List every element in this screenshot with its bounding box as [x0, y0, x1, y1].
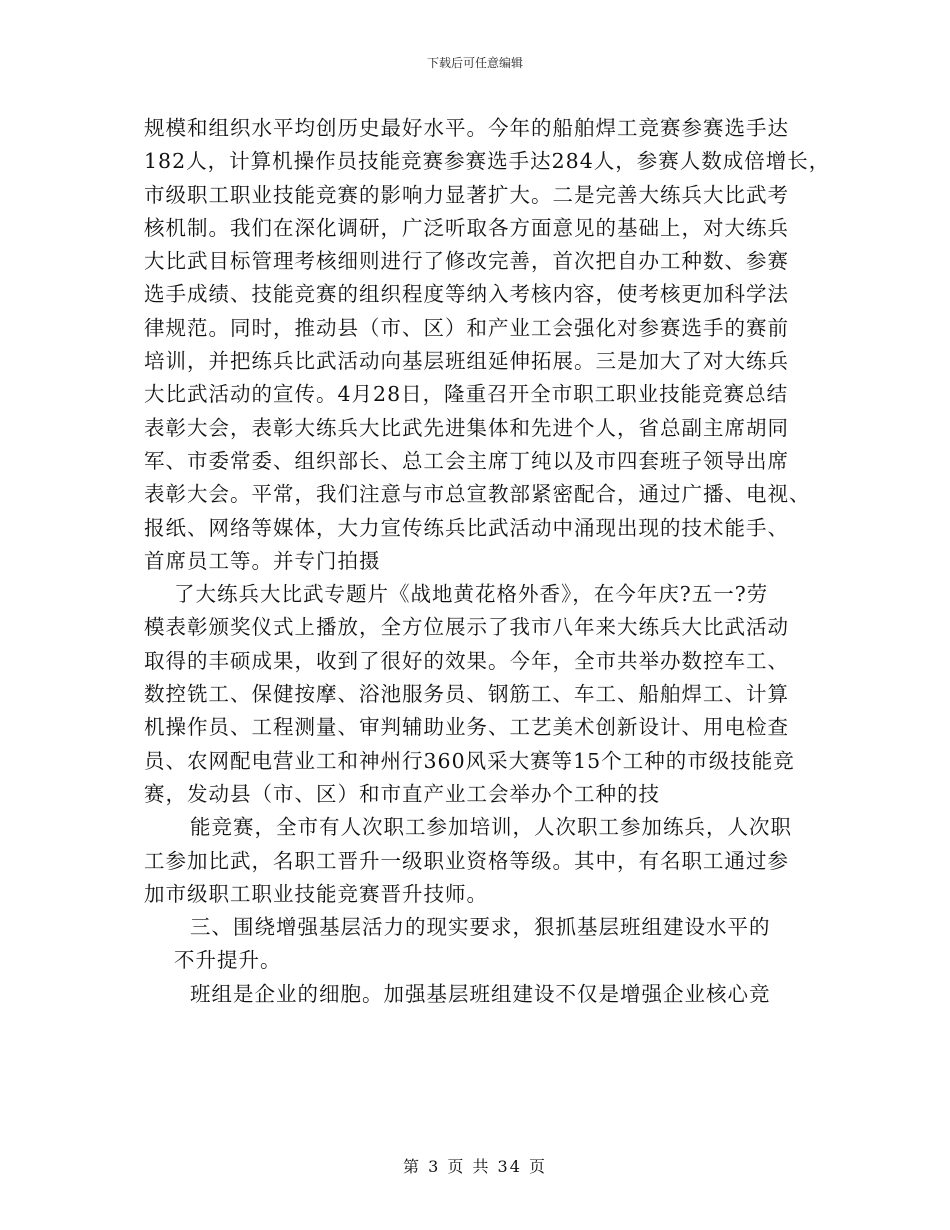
text-line: 市级职工职业技能竞赛的影响力显著扩大。二是完善大练兵大比武考: [144, 182, 789, 207]
text-line: 班组是企业的细胞。加强基层班组建设不仅是增强企业核心竞: [190, 981, 771, 1006]
text-line: 模表彰颁奖仪式上播放，全方位展示了我市八年来大练兵大比武活动: [144, 615, 789, 640]
section-heading: 三、围绕增强基层活力的现实要求，狠抓基层班组建设水平的: [190, 915, 771, 940]
text-line: 工参加比武，名职工晋升一级职业资格等级。其中，有名职工通过参: [144, 848, 789, 873]
text-line: 律规范。同时，推动县（市、区）和产业工会强化对参赛选手的赛前: [144, 315, 789, 340]
text-line: 大比武活动的宣传。4月28日，隆重召开全市职工职业技能竞赛总结: [144, 382, 789, 407]
text-line: 规模和组织水平均创历史最好水平。今年的船舶焊工竞赛参赛选手达: [144, 116, 789, 140]
text-line: 取得的丰硕成果，收到了很好的效果。今年，全市共举办数控车工、: [144, 648, 789, 673]
text-line: 员、农网配电营业工和神州行360风采大赛等15个工种的市级技能竞: [144, 748, 795, 773]
text-line: 机操作员、工程测量、审判辅助业务、工艺美术创新设计、用电检查: [144, 715, 789, 740]
text-line: 首席员工等。并专门拍摄: [144, 548, 381, 573]
text-line: 赛，发动县（市、区）和市直产业工会举办个工种的技: [144, 781, 660, 806]
text-line: 选手成绩、技能竞赛的组织程度等纳入考核内容，使考核更加科学法: [144, 282, 789, 307]
text-line: 加市级职工职业技能竞赛晋升技师。: [144, 881, 488, 906]
text-line: 能竞赛，全市有人次职工参加培训，人次职工参加练兵，人次职: [190, 815, 792, 840]
section-heading-continued: 不升提升。: [174, 948, 282, 973]
text-line: 培训，并把练兵比武活动向基层班组延伸拓展。三是加大了对大练兵: [144, 349, 789, 374]
document-body: [144, 112, 831, 1011]
text-line: 大比武目标管理考核细则进行了修改完善，首次把自办工种数、参赛: [144, 249, 789, 274]
text-line: 报纸、网络等媒体，大力宣传练兵比武活动中涌现出现的技术能手、: [144, 515, 789, 540]
page-header-note: 下载后可任意编辑: [426, 56, 523, 70]
text-line: 182人，计算机操作员技能竞赛参赛选手达284人，参赛人数成倍增长，: [144, 149, 831, 174]
text-line: 表彰大会。平常，我们注意与市总宣教部紧密配合，通过广播、电视、: [144, 482, 811, 507]
text-line: 军、市委常委、组织部长、总工会主席丁纯以及市四套班子领导出席: [144, 448, 789, 473]
text-line: 核机制。我们在深化调研，广泛听取各方面意见的基础上，对大练兵: [144, 215, 789, 240]
page-number: 第 3 页 共 34 页: [403, 1157, 547, 1176]
text-line: 了大练兵大比武专题片《战地黄花格外香》，在今年庆?五一?劳: [174, 582, 769, 607]
text-line: 表彰大会，表彰大练兵大比武先进集体和先进个人，省总副主席胡同: [144, 415, 789, 440]
text-line: 数控铣工、保健按摩、浴池服务员、钢筋工、车工、船舶焊工、计算: [144, 682, 789, 707]
